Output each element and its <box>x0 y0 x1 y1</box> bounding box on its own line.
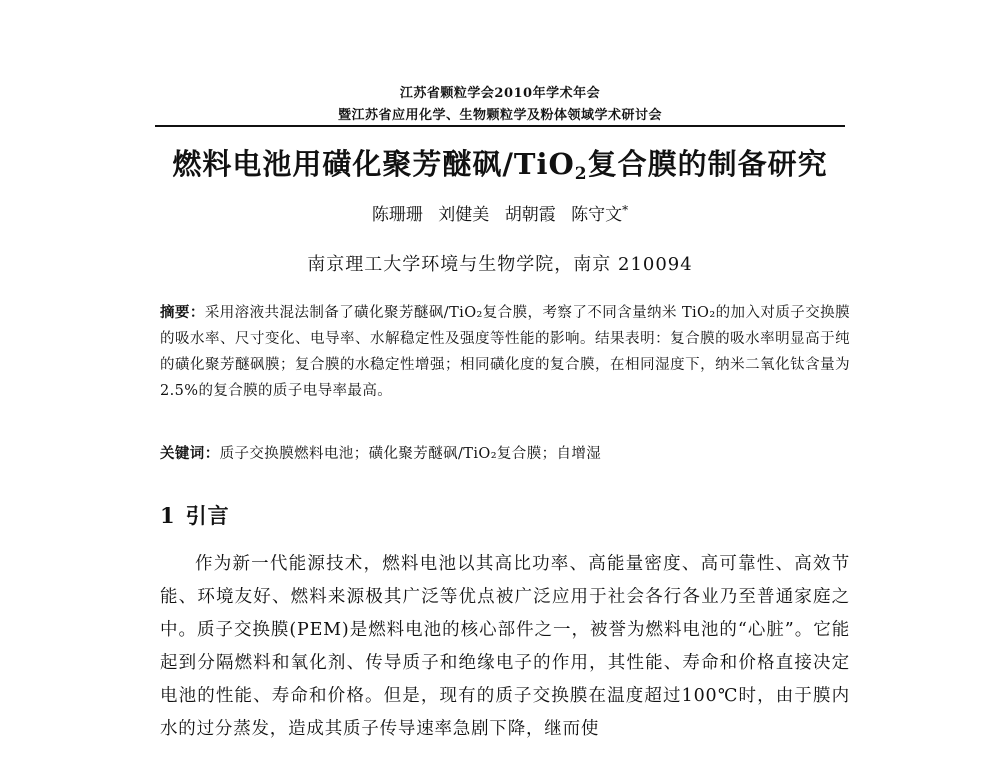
body-paragraph: 作为新一代能源技术，燃料电池以其高比功率、高能量密度、高可靠性、高效节能、环境友好、燃料来源极其广泛等优点被广泛应用于社会各行各业乃至普通家庭之中。质子交换膜(PEM)是燃料电池的核心部件之一，被誉为燃料电池的“心脏”。它能起到分隔燃料和氧化剂、传导质子和绝缘电子的作用，其性能、寿命和价格直接决定电池的性能、寿命和价格。但是，现有的质子交换膜在温度超过100℃时，由于膜内水的过分蒸发，造成其质子传导速率急剧下降，继而使 <box>160 554 850 739</box>
paper-title <box>0 142 1000 184</box>
keywords-text: 质子交换膜燃料电池；磺化聚芳醚砜/TiO₂复合膜；自增湿 <box>219 446 602 462</box>
keywords <box>160 441 850 467</box>
title-text-part2: 复合膜的制备研究 <box>587 147 828 181</box>
header-rule <box>155 125 845 127</box>
authors-text: 陈珊珊 刘健美 胡朝霞 陈守文 <box>371 205 623 225</box>
conference-header-line1: 江苏省颗粒学会2010年学术年会 <box>399 86 601 101</box>
affiliation: 南京理工大学环境与生物学院，南京 210094 <box>307 254 693 275</box>
abstract-label: 摘要： <box>160 304 205 321</box>
abstract <box>160 300 850 404</box>
abstract-text: 采用溶液共混法制备了磺化聚芳醚砜/TiO₂复合膜，考察了不同含量纳米 TiO₂的加入对质子交换膜的吸水率、尺寸变化、电导率、水解稳定性及强度等性能的影响。结果表明：复合膜的吸水率明显高于纯的磺化聚芳醚砜膜；复合膜的水稳定性增强；相同磺化度的复合膜，在相同湿度下，纳米二氧化钛含量为2.5%的复合膜的质子电导率最高。 <box>160 305 850 399</box>
keywords-label: 关键词： <box>160 445 220 462</box>
conference-header-line2: 暨江苏省应用化学、生物颗粒学及粉体领域学术研讨会 <box>337 108 662 123</box>
section-heading <box>160 500 230 530</box>
section-number: 1 <box>160 503 176 528</box>
corresponding-author-mark: * <box>622 203 629 217</box>
section-title: 引言 <box>185 503 230 528</box>
title-subscript: 2 <box>574 164 588 184</box>
title-text-part1: 燃料电池用磺化聚芳醚砜/TiO <box>172 147 575 181</box>
author-list <box>0 200 1000 225</box>
